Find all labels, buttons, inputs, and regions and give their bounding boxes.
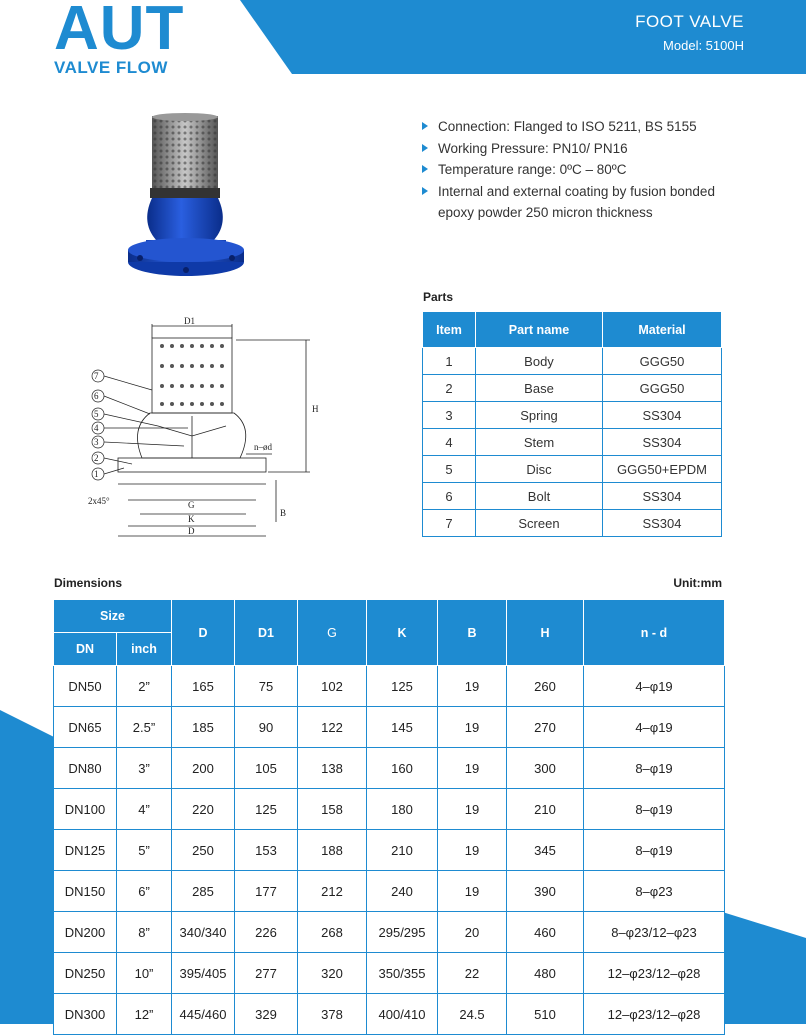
table-cell: 24.5 (438, 994, 507, 1035)
table-cell: 6” (117, 871, 172, 912)
table-cell: 19 (438, 789, 507, 830)
table-cell: 329 (235, 994, 298, 1035)
table-cell: 460 (507, 912, 584, 953)
table-cell: 260 (507, 666, 584, 707)
dimension-label: 2x45° (88, 496, 110, 506)
table-cell: SS304 (603, 483, 722, 510)
table-cell: DN150 (54, 871, 117, 912)
dimension-label: G (188, 500, 195, 510)
table-cell: Stem (476, 429, 603, 456)
dimension-label: B (280, 508, 287, 518)
unit-label: Unit:mm (673, 576, 722, 590)
table-cell: 340/340 (172, 912, 235, 953)
table-cell: 145 (367, 707, 438, 748)
table-cell: 4–φ19 (584, 707, 725, 748)
callout-label: 3 (94, 437, 99, 447)
table-cell: 125 (235, 789, 298, 830)
callout-label: 2 (94, 453, 99, 463)
column-header: K (367, 600, 438, 666)
dimensions-row (54, 748, 725, 789)
callout-label: 4 (94, 423, 99, 433)
table-cell: 390 (507, 871, 584, 912)
column-header: DN (54, 633, 117, 666)
table-cell: 5 (423, 456, 476, 483)
spec-item (422, 181, 742, 224)
table-cell: DN200 (54, 912, 117, 953)
spec-list (422, 116, 742, 224)
dimensions-row (54, 994, 725, 1035)
table-cell: 220 (172, 789, 235, 830)
column-header: B (438, 600, 507, 666)
table-cell: GGG50 (603, 375, 722, 402)
table-cell: 277 (235, 953, 298, 994)
decorative-corner-right (716, 910, 806, 1024)
table-cell: 378 (298, 994, 367, 1035)
parts-row (423, 483, 722, 510)
table-cell: Base (476, 375, 603, 402)
table-cell: Bolt (476, 483, 603, 510)
dimensions-heading: Dimensions (54, 576, 123, 590)
parts-row (423, 402, 722, 429)
table-cell: 295/295 (367, 912, 438, 953)
bullet-arrow-icon (422, 187, 428, 195)
dimension-label: H (312, 404, 319, 414)
table-cell: 4–φ19 (584, 666, 725, 707)
table-cell: 400/410 (367, 994, 438, 1035)
model-number: Model: 5100H (663, 38, 744, 53)
table-cell: Spring (476, 402, 603, 429)
dimensions-table (53, 599, 725, 1035)
callout-label: 5 (94, 409, 99, 419)
parts-table (422, 311, 722, 537)
dimensions-row (54, 666, 725, 707)
column-header: H (507, 600, 584, 666)
table-cell: 226 (235, 912, 298, 953)
table-cell: 270 (507, 707, 584, 748)
table-cell: 12” (117, 994, 172, 1035)
parts-row (423, 348, 722, 375)
spec-text: Temperature range: 0ºC – 80ºC (438, 162, 627, 177)
table-cell: 3 (423, 402, 476, 429)
column-header: Item (423, 312, 476, 348)
table-cell: 3” (117, 748, 172, 789)
table-cell: 138 (298, 748, 367, 789)
brand-logo: AUT (54, 0, 185, 63)
table-cell: 240 (367, 871, 438, 912)
callout-label: 1 (94, 469, 99, 479)
dims-header-row (54, 600, 725, 633)
table-cell: 153 (235, 830, 298, 871)
table-cell: 177 (235, 871, 298, 912)
column-header: Material (603, 312, 722, 348)
table-cell: 12–φ23/12–φ28 (584, 994, 725, 1035)
table-cell: DN300 (54, 994, 117, 1035)
size-group-header: Size (54, 600, 172, 633)
table-cell: 2” (117, 666, 172, 707)
table-cell: SS304 (603, 510, 722, 537)
bullet-arrow-icon (422, 122, 428, 130)
table-cell: 2 (423, 375, 476, 402)
spec-item (422, 138, 742, 160)
table-cell: 8–φ23/12–φ23 (584, 912, 725, 953)
table-cell: 180 (367, 789, 438, 830)
table-cell: 75 (235, 666, 298, 707)
dimensions-row (54, 912, 725, 953)
spec-text: Internal and external coating by fusion bonded epoxy powder 250 micron thickness (438, 183, 715, 220)
column-header: D1 (235, 600, 298, 666)
table-cell: Screen (476, 510, 603, 537)
parts-header-row (423, 312, 722, 348)
spec-item (422, 116, 742, 138)
table-cell: 90 (235, 707, 298, 748)
table-cell: SS304 (603, 402, 722, 429)
product-photo (122, 112, 290, 292)
table-cell: DN80 (54, 748, 117, 789)
dimensions-row (54, 953, 725, 994)
table-cell: 8–φ19 (584, 748, 725, 789)
technical-drawing (88, 316, 330, 544)
decorative-corner-left (0, 700, 60, 1024)
table-cell: 158 (298, 789, 367, 830)
brand-tagline: VALVE FLOW (54, 58, 168, 77)
table-cell: 8” (117, 912, 172, 953)
table-cell: GGG50 (603, 348, 722, 375)
table-cell: 8–φ19 (584, 830, 725, 871)
table-cell: 8–φ19 (584, 789, 725, 830)
dimension-label: K (188, 514, 195, 524)
table-cell: Body (476, 348, 603, 375)
table-cell: 320 (298, 953, 367, 994)
column-header: Part name (476, 312, 603, 348)
table-cell: 7 (423, 510, 476, 537)
table-cell: 122 (298, 707, 367, 748)
table-cell: 210 (507, 789, 584, 830)
callout-label: 7 (94, 371, 99, 381)
spec-item (422, 159, 742, 181)
column-header: inch (117, 633, 172, 666)
table-cell: 12–φ23/12–φ28 (584, 953, 725, 994)
table-cell: 19 (438, 830, 507, 871)
dimensions-row (54, 707, 725, 748)
table-cell: 250 (172, 830, 235, 871)
spec-text: Connection: Flanged to ISO 5211, BS 5155 (438, 119, 697, 134)
table-cell: 105 (235, 748, 298, 789)
column-header: D (172, 600, 235, 666)
table-cell: 480 (507, 953, 584, 994)
dimensions-row (54, 789, 725, 830)
column-header: G (298, 600, 367, 666)
dimension-label: n–ød (254, 442, 272, 452)
column-header: n - d (584, 600, 725, 666)
table-cell: 445/460 (172, 994, 235, 1035)
table-cell: 300 (507, 748, 584, 789)
parts-row (423, 510, 722, 537)
table-cell: 510 (507, 994, 584, 1035)
table-cell: 6 (423, 483, 476, 510)
table-cell: 19 (438, 748, 507, 789)
table-cell: 345 (507, 830, 584, 871)
table-cell: DN65 (54, 707, 117, 748)
table-cell: 20 (438, 912, 507, 953)
dimensions-row (54, 871, 725, 912)
table-cell: 102 (298, 666, 367, 707)
table-cell: 185 (172, 707, 235, 748)
table-cell: 2.5” (117, 707, 172, 748)
table-cell: Disc (476, 456, 603, 483)
table-cell: 268 (298, 912, 367, 953)
dimensions-row (54, 830, 725, 871)
table-cell: 188 (298, 830, 367, 871)
table-cell: 200 (172, 748, 235, 789)
table-cell: 210 (367, 830, 438, 871)
dimensions-table-body (54, 666, 725, 1035)
dimension-label: D1 (184, 316, 195, 326)
table-cell: 395/405 (172, 953, 235, 994)
table-cell: DN50 (54, 666, 117, 707)
bullet-arrow-icon (422, 165, 428, 173)
dimension-label: D (188, 526, 195, 536)
table-cell: 10” (117, 953, 172, 994)
table-cell: 8–φ23 (584, 871, 725, 912)
table-cell: 350/355 (367, 953, 438, 994)
table-cell: 125 (367, 666, 438, 707)
table-cell: 22 (438, 953, 507, 994)
bullet-arrow-icon (422, 144, 428, 152)
spec-text: Working Pressure: PN10/ PN16 (438, 140, 628, 156)
table-cell: 19 (438, 871, 507, 912)
parts-heading: Parts (423, 290, 454, 304)
parts-row (423, 375, 722, 402)
table-cell: 4 (423, 429, 476, 456)
table-cell: 285 (172, 871, 235, 912)
table-cell: 19 (438, 707, 507, 748)
table-cell: 212 (298, 871, 367, 912)
page-title: FOOT VALVE (635, 12, 744, 31)
table-cell: 4” (117, 789, 172, 830)
callout-label: 6 (94, 391, 99, 401)
table-cell: DN250 (54, 953, 117, 994)
table-cell: 165 (172, 666, 235, 707)
table-cell: 160 (367, 748, 438, 789)
table-cell: 5” (117, 830, 172, 871)
parts-table-body (423, 348, 722, 537)
table-cell: SS304 (603, 429, 722, 456)
table-cell: 19 (438, 666, 507, 707)
parts-row (423, 456, 722, 483)
table-cell: 1 (423, 348, 476, 375)
table-cell: GGG50+EPDM (603, 456, 722, 483)
table-cell: DN100 (54, 789, 117, 830)
parts-row (423, 429, 722, 456)
table-cell: DN125 (54, 830, 117, 871)
